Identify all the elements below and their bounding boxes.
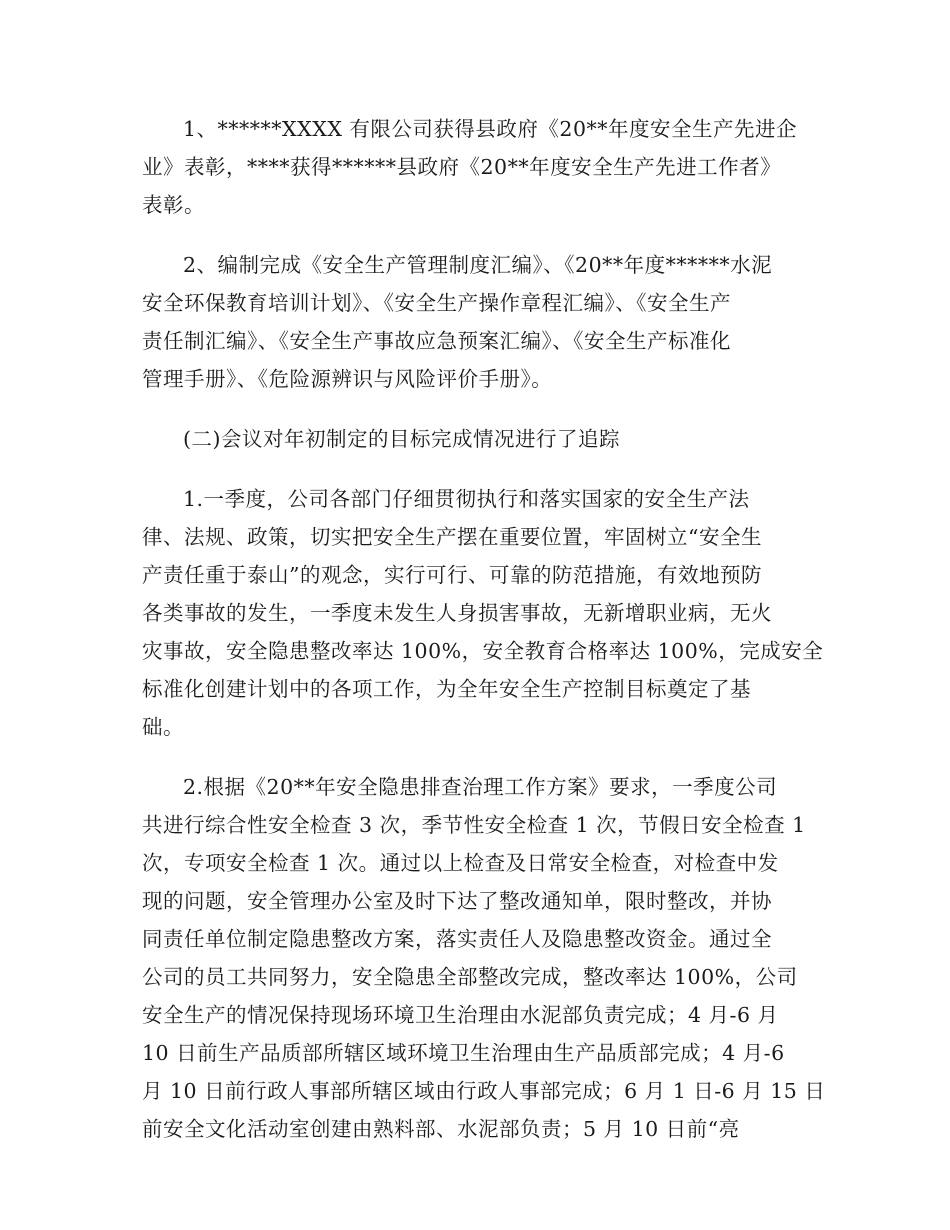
paragraph-2 [142,246,810,398]
text-line: 1.一季度，公司各部门仔细贯彻执行和落实国家的安全生产法 [183,487,750,511]
text-line: 公司的员工共同努力，安全隐患全部整改完成，整改率达 100%，公司 [142,965,798,989]
text-line: 标准化创建计划中的各项工作，为全年安全生产控制目标奠定了基 [142,677,751,701]
text-line: 2.根据《20**年安全隐患排查治理工作方案》要求，一季度公司 [183,775,778,799]
text-line: (二)会议对年初制定的目标完成情况进行了追踪 [183,427,620,451]
paragraph-1 [142,110,810,224]
text-line: 安全生产的情况保持现场环境卫生治理由水泥部负责完成；4 月-6 月 [142,1003,779,1027]
paragraph-5 [142,768,826,1148]
paragraph-3 [142,420,810,458]
text-line: 次，专项安全检查 1 次。通过以上检查及日常安全检查，对检查中发 [142,851,779,875]
text-line: 灾事故，安全隐患整改率达 100%，安全教育合格率达 100%，完成安全 [142,639,824,663]
text-line: 月 10 日前行政人事部所辖区域由行政人事部完成；6 月 1 日-6 月 15 日 [142,1079,826,1103]
text-line: 现的问题，安全管理办公室及时下达了整改通知单，限时整改，并协 [142,889,772,913]
text-line: 同责任单位制定隐患整改方案，落实责任人及隐患整改资金。通过全 [142,927,772,951]
text-line: 产责任重于泰山”的观念，实行可行、可靠的防范措施，有效地预防 [142,563,762,587]
text-line: 业》表彰，****获得******县政府《20**年度安全生产先进工作者》 [142,155,782,179]
text-line: 10 日前生产品质部所辖区域环境卫生治理由生产品质部完成；4 月-6 [142,1041,785,1065]
text-line: 律、法规、政策，切实把安全生产摆在重要位置，牢固树立“安全生 [142,525,762,549]
text-line: 前安全文化活动室创建由熟料部、水泥部负责；5 月 10 日前“亮 [142,1117,740,1141]
text-line: 础。 [142,715,184,739]
text-line: 各类事故的发生，一季度未发生人身损害事故，无新增职业病，无火 [142,601,772,625]
text-line: 管理手册》、《危险源辨识与风险评价手册》。 [142,367,553,391]
text-line: 安全环保教育培训计划》、《安全生产操作章程汇编》、《安全生产 [142,291,731,315]
text-line: 1、******XXXX 有限公司获得县政府《20**年度安全生产先进企 [183,117,798,141]
text-line: 2、编制完成《安全生产管理制度汇编》、《20**年度******水泥 [183,253,773,277]
text-line: 共进行综合性安全检查 3 次，季节性安全检查 1 次，节假日安全检查 1 [142,813,806,837]
paragraph-4 [142,480,824,746]
text-line: 表彰。 [142,193,205,217]
text-line: 责任制汇编》、《安全生产事故应急预案汇编》、《安全生产标准化 [142,329,731,353]
document-body [142,110,826,1148]
